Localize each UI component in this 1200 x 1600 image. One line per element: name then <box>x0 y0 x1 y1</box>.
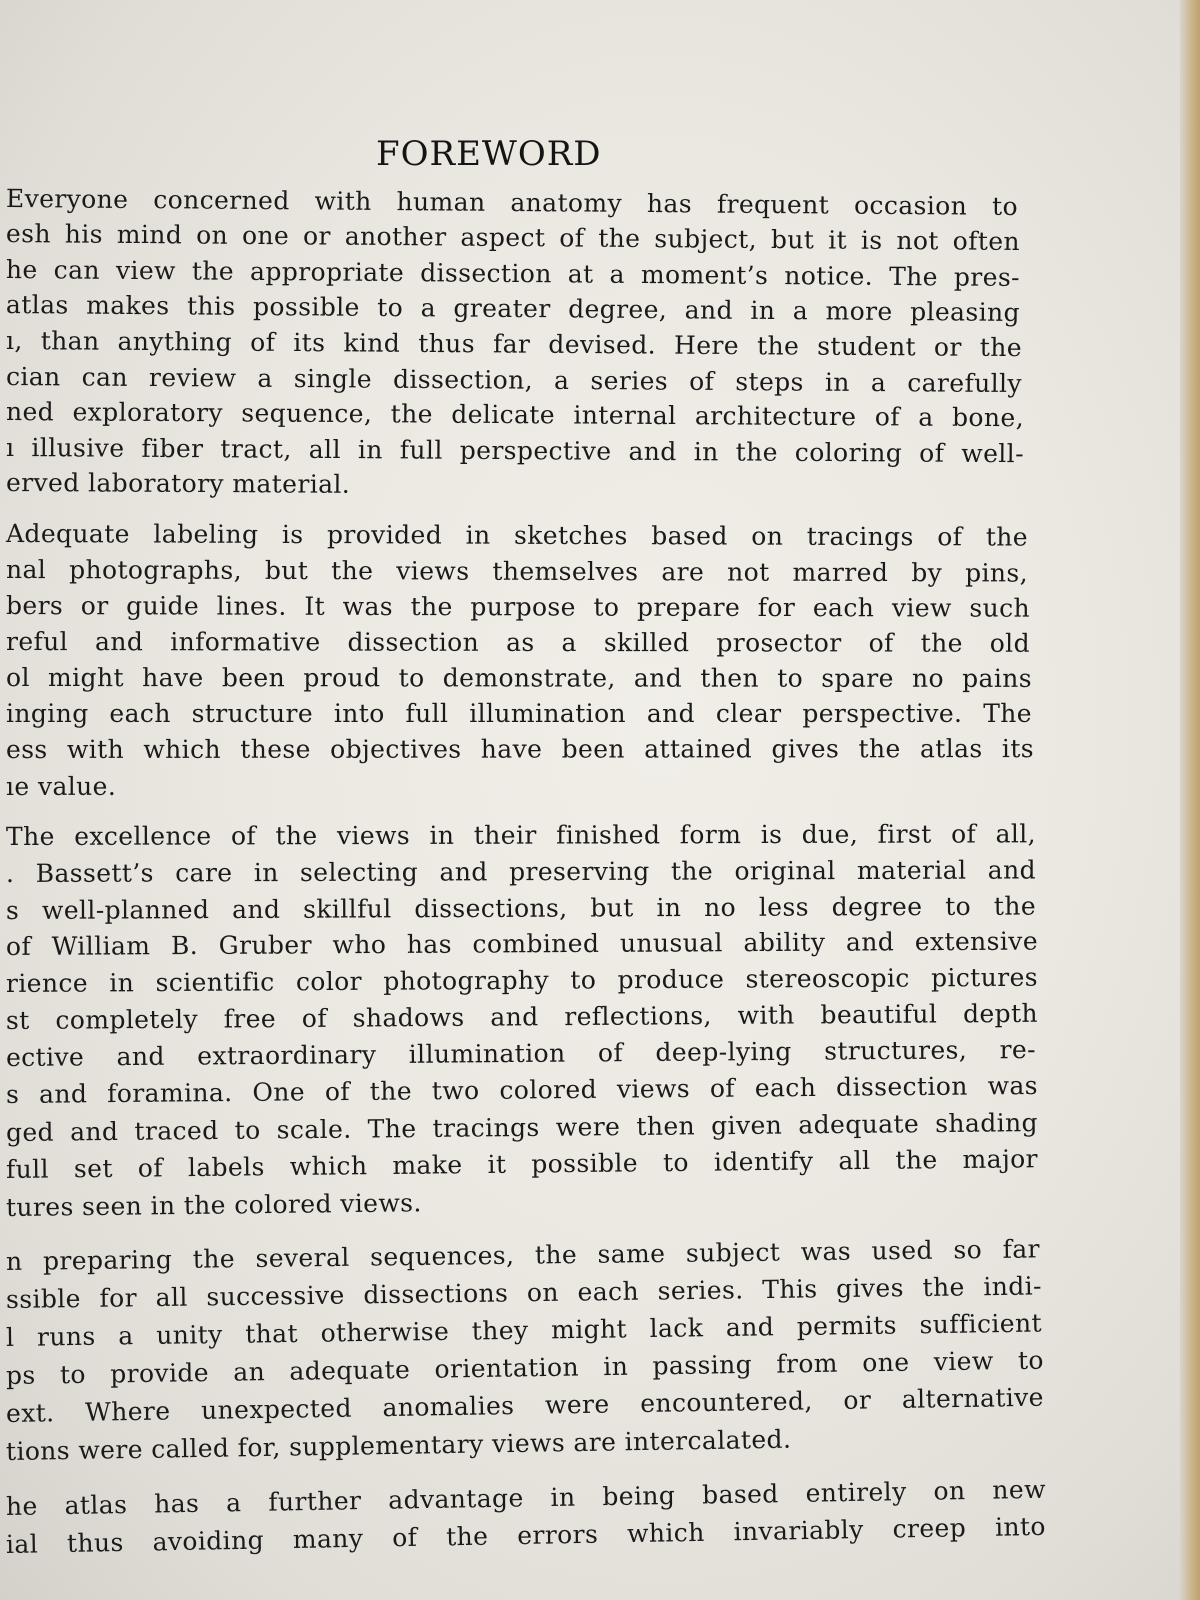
text-line: rience in scientific color photography to produce stereoscopic pictures <box>5 962 1039 998</box>
text-line: n preparing the several sequences, the same subject was used so far <box>5 1234 1041 1276</box>
text-line: Adequate labeling is provided in sketches based on tracings of the <box>5 519 1029 552</box>
text-line: tures seen in the colored views. <box>5 1188 422 1222</box>
text-line: ol might have been proud to demonstrate, and then to spare no pains <box>5 663 1033 693</box>
text-line: of William B. Gruber who has combined unusual ability and extensive <box>5 926 1039 961</box>
text-line: atlas makes this possible to a greater degree, and in a more pleasing <box>5 290 1021 327</box>
text-line: bers or guide lines. It was the purpose to prepare for each view such <box>5 591 1031 623</box>
text-line: he can view the appropriate dissection at a moment’s notice. The pres- <box>5 255 1021 292</box>
text-line: ial thus avoiding many of the errors which invariably creep into <box>5 1511 1047 1559</box>
text-line: reful and informative dissection as a skilled prosector of the old <box>5 627 1031 658</box>
text-line: s well-planned and skillful dissections, but in no less degree to the <box>5 891 1037 925</box>
text-line: . Bassett’s care in selecting and preserving the original material and <box>5 855 1037 888</box>
text-line: ıe value. <box>5 771 117 801</box>
text-line: l runs a unity that otherwise they might lack and permits sufficient <box>5 1308 1043 1352</box>
text-line: nal photographs, but the views themselves are not marred by pins, <box>5 555 1029 588</box>
text-line: ssible for all successive dissections on each series. This gives the indi- <box>5 1271 1043 1314</box>
text-line: inging each structure into full illumination and clear perspective. The <box>6 699 1032 728</box>
text-line: ı illusive fiber tract, all in full perspective and in the coloring of well- <box>5 433 1025 469</box>
text-line: full set of labels which make it possible to identify all the major <box>5 1144 1039 1184</box>
text-line: ext. Where unexpected anomalies were encountered, or alternative <box>5 1382 1045 1428</box>
text-line: The excellence of the views in their finished form is due, first of all, <box>5 819 1037 851</box>
text-line: he atlas has a further advantage in being based entirely on new <box>5 1474 1047 1521</box>
text-line: ned exploratory sequence, the delicate internal architecture of a bone, <box>5 397 1025 433</box>
text-line: ı, than anything of its kind thus far devised. Here the student or the <box>5 326 1023 363</box>
text-line: ess with which these objectives have been attained gives the atlas its <box>5 734 1035 764</box>
text-line: erved laboratory material. <box>5 468 351 499</box>
text-line: esh his mind on one or another aspect of the subject, but it is not often <box>5 219 1021 256</box>
text-line: s and foramina. One of the two colored views of each dissection was <box>5 1070 1039 1109</box>
text-line: tions were called for, supplementary views are intercalated. <box>5 1424 792 1466</box>
page-title: FOREWORD <box>376 134 602 174</box>
page-edge <box>1180 0 1200 1600</box>
text-line: ged and traced to scale. The tracings were then given adequate shading <box>5 1108 1039 1147</box>
text-line: ective and extraordinary illumination of deep-lying structures, re- <box>5 1034 1037 1072</box>
text-line: cian can review a single dissection, a series of steps in a carefully <box>5 362 1023 399</box>
text-line: ps to provide an adequate orientation in passing from one view to <box>5 1345 1045 1390</box>
text-line: st completely free of shadows and reflections, with beautiful depth <box>5 998 1039 1035</box>
text-line: Everyone concerned with human anatomy has frequent occasion to <box>5 184 1019 221</box>
